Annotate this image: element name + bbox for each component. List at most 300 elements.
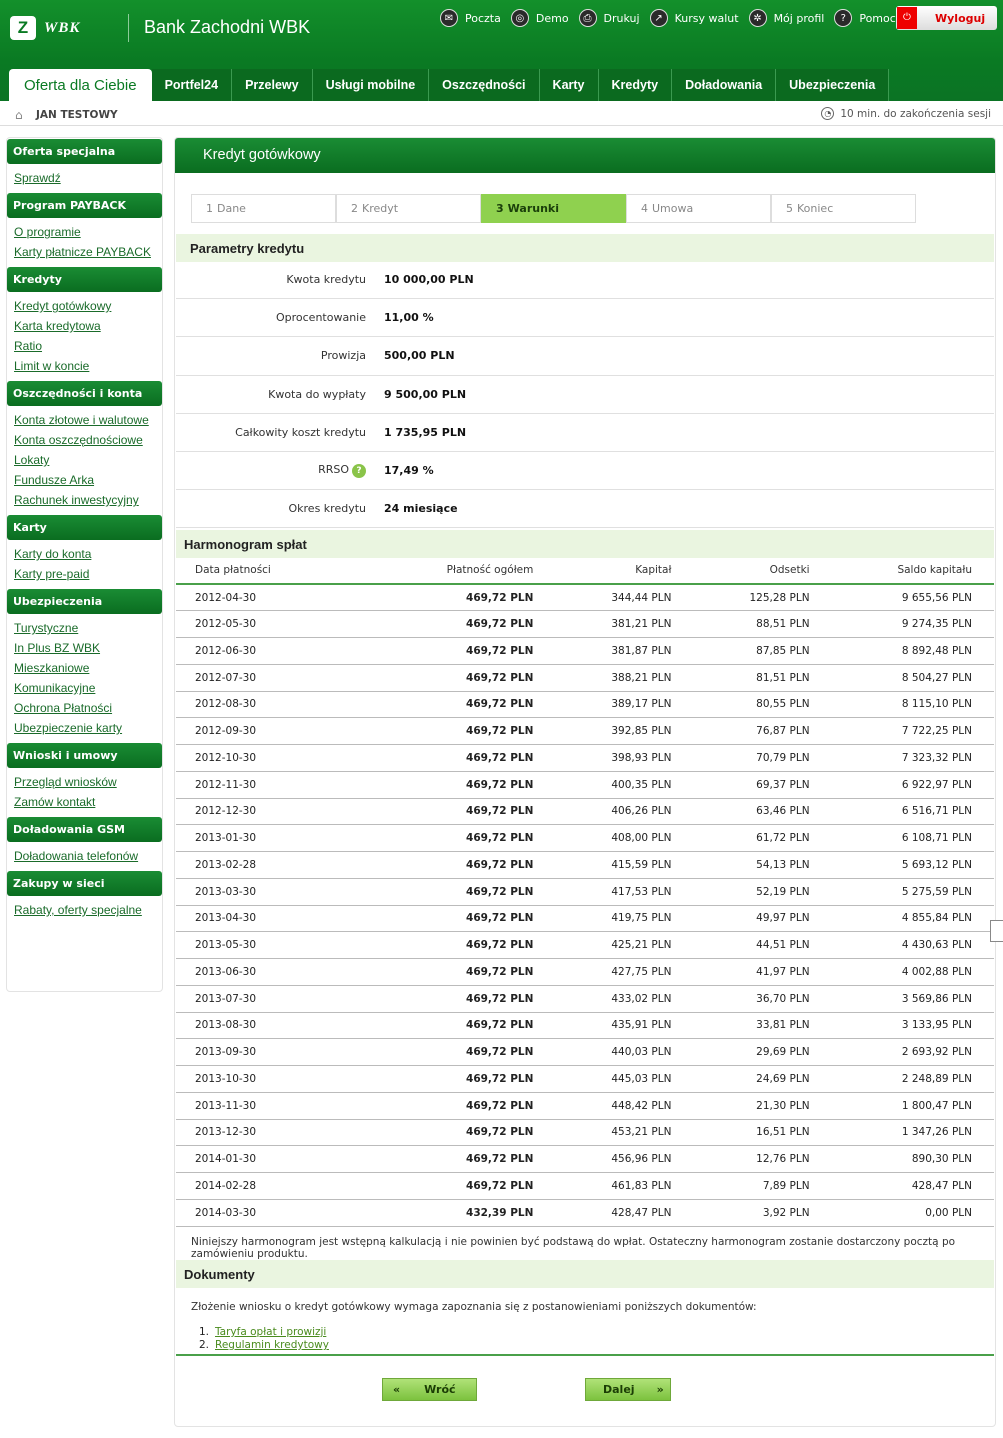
table-cell: 3 133,95 PLN bbox=[832, 1012, 994, 1039]
divider bbox=[176, 1354, 994, 1356]
table-row bbox=[176, 718, 994, 745]
table-cell: 400,35 PLN bbox=[555, 771, 693, 798]
table-row bbox=[176, 1146, 994, 1173]
param-label bbox=[176, 463, 366, 478]
wizard-step-number: 4 bbox=[641, 202, 648, 215]
table-cell: 448,42 PLN bbox=[555, 1092, 693, 1119]
toplink-4[interactable] bbox=[749, 9, 825, 27]
table-row bbox=[176, 584, 994, 611]
table-cell: 7 323,32 PLN bbox=[832, 745, 994, 772]
main-nav bbox=[9, 69, 889, 101]
toplink-3[interactable] bbox=[650, 9, 739, 27]
sidebar-group-title: Zakupy w sieci bbox=[7, 871, 162, 896]
param-value: 17,49 % bbox=[384, 464, 434, 478]
top-header bbox=[0, 0, 1003, 101]
sidebar-link[interactable]: Konta oszczędnościowe bbox=[14, 433, 143, 447]
table-cell: 469,72 PLN bbox=[373, 584, 556, 611]
table-cell: 21,30 PLN bbox=[693, 1092, 831, 1119]
toplink-2[interactable] bbox=[579, 9, 640, 27]
toplink-label: Pomoc bbox=[859, 11, 896, 25]
toplink-5[interactable] bbox=[834, 9, 895, 27]
table-cell: 445,03 PLN bbox=[555, 1066, 693, 1093]
tab-1[interactable]: Portfel24 bbox=[152, 69, 233, 101]
table-cell: 2012-07-30 bbox=[176, 664, 373, 691]
table-cell: 2014-01-30 bbox=[176, 1146, 373, 1173]
globe-icon: ◎ bbox=[511, 9, 529, 27]
table-cell: 70,79 PLN bbox=[693, 745, 831, 772]
document-link[interactable]: Regulamin kredytowy bbox=[215, 1339, 329, 1351]
table-cell: 9 655,56 PLN bbox=[832, 584, 994, 611]
table-cell: 29,69 PLN bbox=[693, 1039, 831, 1066]
param-label bbox=[176, 426, 366, 439]
table-cell: 5 275,59 PLN bbox=[832, 878, 994, 905]
user-bar bbox=[0, 101, 1003, 126]
sidebar-group-title: Oszczędności i konta bbox=[7, 381, 162, 406]
table-row bbox=[176, 638, 994, 665]
table-row bbox=[176, 1119, 994, 1146]
table-cell: 433,02 PLN bbox=[555, 985, 693, 1012]
table-cell: 469,72 PLN bbox=[373, 878, 556, 905]
sidebar-link[interactable]: Lokaty bbox=[14, 453, 50, 467]
table-cell: 8 115,10 PLN bbox=[832, 691, 994, 718]
table-row bbox=[176, 1199, 994, 1226]
sidebar-group-title: Ubezpieczenia bbox=[7, 589, 162, 614]
sidebar-link[interactable]: Ochrona Płatności bbox=[14, 701, 113, 715]
wizard-step-label: Warunki bbox=[507, 202, 559, 215]
toplink-label: Mój profil bbox=[773, 11, 825, 25]
table-cell: 44,51 PLN bbox=[693, 932, 831, 959]
tab-3[interactable]: Usługi mobilne bbox=[313, 69, 430, 101]
table-cell: 54,13 PLN bbox=[693, 852, 831, 879]
wizard-step-number: 5 bbox=[786, 202, 793, 215]
param-label-text: RRSO bbox=[318, 463, 349, 477]
table-cell: 469,72 PLN bbox=[373, 1119, 556, 1146]
table-cell: 2013-06-30 bbox=[176, 959, 373, 986]
table-cell: 6 516,71 PLN bbox=[832, 798, 994, 825]
table-cell: 0,00 PLN bbox=[832, 1199, 994, 1226]
table-row bbox=[176, 985, 994, 1012]
table-cell: 469,72 PLN bbox=[373, 1173, 556, 1200]
table-row bbox=[176, 798, 994, 825]
sidebar-link[interactable]: Mieszkaniowe bbox=[14, 661, 90, 675]
sidebar-group-links bbox=[7, 770, 162, 816]
documents-section-title: Dokumenty bbox=[176, 1260, 994, 1288]
sidebar-link[interactable]: In Plus BZ WBK bbox=[14, 641, 101, 655]
table-cell: 381,87 PLN bbox=[555, 638, 693, 665]
table-cell: 4 855,84 PLN bbox=[832, 905, 994, 932]
bank-logo[interactable]: Z bbox=[10, 16, 36, 40]
table-cell: 408,00 PLN bbox=[555, 825, 693, 852]
chart-icon: ↗ bbox=[650, 9, 668, 27]
table-cell: 52,19 PLN bbox=[693, 878, 831, 905]
toplink-label: Drukuj bbox=[603, 11, 640, 25]
table-cell: 469,72 PLN bbox=[373, 1039, 556, 1066]
table-cell: 392,85 PLN bbox=[555, 718, 693, 745]
document-item bbox=[199, 1326, 329, 1339]
param-row bbox=[176, 490, 994, 528]
table-cell: 4 002,88 PLN bbox=[832, 959, 994, 986]
table-cell: 469,72 PLN bbox=[373, 638, 556, 665]
bank-logo-text: WBK bbox=[44, 20, 81, 36]
sidebar-link[interactable]: Karty do konta bbox=[14, 547, 92, 561]
table-cell: 2013-09-30 bbox=[176, 1039, 373, 1066]
sidebar-link[interactable]: Kredyt gotówkowy bbox=[14, 299, 112, 313]
sidebar-link[interactable]: Zamów kontakt bbox=[14, 795, 96, 809]
param-label bbox=[176, 311, 366, 324]
param-row bbox=[176, 414, 994, 452]
table-cell: 76,87 PLN bbox=[693, 718, 831, 745]
sidebar-group-links bbox=[7, 616, 162, 742]
tab-4[interactable]: Oszczędności bbox=[429, 69, 539, 101]
table-row bbox=[176, 852, 994, 879]
next-button[interactable] bbox=[585, 1378, 671, 1401]
table-cell: 63,46 PLN bbox=[693, 798, 831, 825]
table-row bbox=[176, 691, 994, 718]
user-name: JAN TESTOWY bbox=[36, 109, 118, 121]
sidebar-link[interactable]: Ubezpieczenie karty bbox=[14, 721, 123, 735]
table-cell: 398,93 PLN bbox=[555, 745, 693, 772]
table-cell: 88,51 PLN bbox=[693, 611, 831, 638]
table-cell: 49,97 PLN bbox=[693, 905, 831, 932]
table-cell: 2014-02-28 bbox=[176, 1173, 373, 1200]
sidebar-group-links bbox=[7, 166, 162, 192]
logout-label: Wyloguj bbox=[935, 11, 986, 25]
table-cell: 2012-09-30 bbox=[176, 718, 373, 745]
table-cell: 440,03 PLN bbox=[555, 1039, 693, 1066]
table-row bbox=[176, 1012, 994, 1039]
schedule-note: Niniejszy harmonogram jest wstępną kalkulacją i nie powinien być podstawą do wpłat. Ostateczny harmonogram zostanie dostarczony pocztą po zamówieniu produktu. bbox=[191, 1236, 956, 1260]
param-label-text: Oprocentowanie bbox=[275, 311, 366, 325]
table-cell: 2 693,92 PLN bbox=[832, 1039, 994, 1066]
table-cell: 428,47 PLN bbox=[832, 1173, 994, 1200]
table-cell: 6 922,97 PLN bbox=[832, 771, 994, 798]
table-cell: 2013-03-30 bbox=[176, 878, 373, 905]
table-cell: 461,83 PLN bbox=[555, 1173, 693, 1200]
table-cell: 415,59 PLN bbox=[555, 852, 693, 879]
sidebar-link[interactable]: Karta kredytowa bbox=[14, 319, 101, 333]
sidebar-link[interactable]: Karty pre-paid bbox=[14, 567, 90, 581]
table-cell: 2012-10-30 bbox=[176, 745, 373, 772]
sidebar-link[interactable]: Rabaty, oferty specjalne bbox=[14, 903, 142, 917]
table-cell: 24,69 PLN bbox=[693, 1066, 831, 1093]
table-cell: 2012-04-30 bbox=[176, 584, 373, 611]
tab-2[interactable]: Przelewy bbox=[232, 69, 313, 101]
table-cell: 469,72 PLN bbox=[373, 771, 556, 798]
table-row bbox=[176, 1066, 994, 1093]
param-row bbox=[176, 299, 994, 337]
sidebar-link[interactable]: Fundusze Arka bbox=[14, 473, 95, 487]
table-cell: 388,21 PLN bbox=[555, 664, 693, 691]
param-row bbox=[176, 261, 994, 299]
table-cell: 12,76 PLN bbox=[693, 1146, 831, 1173]
logo-divider bbox=[128, 14, 129, 42]
sidebar-link[interactable]: Karty płatnicze PAYBACK bbox=[14, 245, 151, 259]
table-cell: 432,39 PLN bbox=[373, 1199, 556, 1226]
sidebar-link[interactable]: Doładowania telefonów bbox=[14, 849, 139, 863]
table-cell: 87,85 PLN bbox=[693, 638, 831, 665]
table-row bbox=[176, 878, 994, 905]
sidebar-link[interactable]: Limit w koncie bbox=[14, 359, 90, 373]
table-row bbox=[176, 959, 994, 986]
wizard-steps bbox=[191, 194, 916, 223]
session-text: 10 min. do zakończenia sesji bbox=[840, 107, 991, 120]
document-number: 1. bbox=[199, 1326, 210, 1338]
wizard-step-4 bbox=[626, 194, 771, 223]
toplink-0[interactable] bbox=[440, 9, 501, 27]
sidebar-link[interactable]: Komunikacyjne bbox=[14, 681, 96, 695]
logout-button[interactable] bbox=[896, 6, 997, 30]
table-cell: 2013-10-30 bbox=[176, 1066, 373, 1093]
mail-icon: ✉ bbox=[440, 9, 458, 27]
tab-5[interactable]: Karty bbox=[540, 69, 599, 101]
sidebar-link[interactable]: Ratio bbox=[14, 339, 43, 353]
table-cell: 2012-06-30 bbox=[176, 638, 373, 665]
table-cell: 419,75 PLN bbox=[555, 905, 693, 932]
next-button-label: Dalej bbox=[603, 1383, 635, 1396]
table-cell: 469,72 PLN bbox=[373, 1066, 556, 1093]
table-cell: 2014-03-30 bbox=[176, 1199, 373, 1226]
tab-6[interactable]: Kredyty bbox=[599, 69, 673, 101]
sidebar-link[interactable]: Turystyczne bbox=[14, 621, 79, 635]
wizard-step-number: 1 bbox=[206, 202, 213, 215]
sidebar-group-links bbox=[7, 220, 162, 266]
scroll-handle[interactable] bbox=[990, 920, 1003, 942]
table-cell: 453,21 PLN bbox=[555, 1119, 693, 1146]
sidebar-link[interactable]: O programie bbox=[14, 225, 81, 239]
table-cell: 469,72 PLN bbox=[373, 1146, 556, 1173]
wizard-step-label: Dane bbox=[217, 202, 246, 215]
table-row bbox=[176, 611, 994, 638]
table-cell: 2012-12-30 bbox=[176, 798, 373, 825]
document-item bbox=[199, 1339, 329, 1352]
table-cell: 890,30 PLN bbox=[832, 1146, 994, 1173]
param-value: 11,00 % bbox=[384, 311, 434, 325]
sidebar-group-links bbox=[7, 408, 162, 514]
table-cell: 2012-08-30 bbox=[176, 691, 373, 718]
page-title: Kredyt gotówkowy bbox=[175, 138, 995, 173]
table-cell: 381,21 PLN bbox=[555, 611, 693, 638]
help-icon: ? bbox=[834, 9, 852, 27]
schedule-table bbox=[176, 557, 994, 1227]
table-cell: 456,96 PLN bbox=[555, 1146, 693, 1173]
table-cell: 2013-11-30 bbox=[176, 1092, 373, 1119]
table-cell: 469,72 PLN bbox=[373, 985, 556, 1012]
bank-name: Bank Zachodni WBK bbox=[144, 17, 311, 37]
table-cell: 469,72 PLN bbox=[373, 825, 556, 852]
param-row bbox=[176, 376, 994, 414]
wizard-step-label: Kredyt bbox=[362, 202, 399, 215]
wizard-step-label: Umowa bbox=[652, 202, 694, 215]
printer-icon: ⎙ bbox=[579, 9, 597, 27]
document-link[interactable]: Taryfa opłat i prowizji bbox=[215, 1326, 327, 1338]
table-cell: 2013-12-30 bbox=[176, 1119, 373, 1146]
wizard-step-3 bbox=[481, 194, 626, 223]
sidebar-group-links bbox=[7, 294, 162, 380]
table-cell: 469,72 PLN bbox=[373, 1092, 556, 1119]
param-value: 24 miesiące bbox=[384, 502, 458, 516]
clock-icon: ◔ bbox=[821, 107, 834, 120]
table-cell: 36,70 PLN bbox=[693, 985, 831, 1012]
table-cell: 2013-04-30 bbox=[176, 905, 373, 932]
param-row bbox=[176, 452, 994, 490]
toplink-label: Poczta bbox=[465, 11, 501, 25]
sidebar-link[interactable]: Sprawdź bbox=[14, 171, 61, 185]
table-cell: 2013-08-30 bbox=[176, 1012, 373, 1039]
table-cell: 5 693,12 PLN bbox=[832, 852, 994, 879]
table-row bbox=[176, 1039, 994, 1066]
param-label-text: Kwota kredytu bbox=[286, 273, 366, 287]
param-label-text: Całkowity koszt kredytu bbox=[235, 425, 366, 439]
table-cell: 81,51 PLN bbox=[693, 664, 831, 691]
table-cell: 1 800,47 PLN bbox=[832, 1092, 994, 1119]
sidebar-group-title: Oferta specjalna bbox=[7, 139, 162, 164]
param-label bbox=[176, 273, 366, 286]
sidebar-group-title: Karty bbox=[7, 515, 162, 540]
table-cell: 2013-05-30 bbox=[176, 932, 373, 959]
table-cell: 435,91 PLN bbox=[555, 1012, 693, 1039]
sidebar-group-links bbox=[7, 542, 162, 588]
table-cell: 4 430,63 PLN bbox=[832, 932, 994, 959]
schedule-section-title: Harmonogram spłat bbox=[176, 530, 994, 558]
table-cell: 2 248,89 PLN bbox=[832, 1066, 994, 1093]
table-cell: 469,72 PLN bbox=[373, 798, 556, 825]
table-row bbox=[176, 664, 994, 691]
table-row bbox=[176, 825, 994, 852]
table-cell: 469,72 PLN bbox=[373, 611, 556, 638]
table-cell: 69,37 PLN bbox=[693, 771, 831, 798]
wizard-step-2 bbox=[336, 194, 481, 223]
table-cell: 469,72 PLN bbox=[373, 852, 556, 879]
table-row bbox=[176, 1173, 994, 1200]
sidebar-link[interactable]: Rachunek inwestycyjny bbox=[14, 493, 139, 507]
table-cell: 61,72 PLN bbox=[693, 825, 831, 852]
table-cell: 80,55 PLN bbox=[693, 691, 831, 718]
table-cell: 2013-07-30 bbox=[176, 985, 373, 1012]
documents-list bbox=[199, 1326, 329, 1352]
toplink-label: Kursy walut bbox=[674, 11, 739, 25]
toplink-label: Demo bbox=[535, 11, 569, 25]
params-list bbox=[176, 261, 994, 528]
param-value: 500,00 PLN bbox=[384, 349, 455, 363]
tab-7[interactable]: Doładowania bbox=[672, 69, 776, 101]
table-cell: 417,53 PLN bbox=[555, 878, 693, 905]
back-button[interactable] bbox=[382, 1378, 477, 1401]
double-chevron-right-icon: » bbox=[656, 1383, 664, 1396]
table-cell: 2013-01-30 bbox=[176, 825, 373, 852]
main-panel bbox=[174, 137, 996, 1427]
table-cell: 469,72 PLN bbox=[373, 905, 556, 932]
sidebar-link[interactable]: Przegląd wniosków bbox=[14, 775, 117, 789]
tab-8[interactable]: Ubezpieczenia bbox=[776, 69, 889, 101]
top-links bbox=[440, 6, 906, 30]
documents-intro: Złożenie wniosku o kredyt gotówkowy wymaga zapoznania się z postanowieniami poniższych dokumentów: bbox=[191, 1301, 757, 1313]
table-cell: 2012-11-30 bbox=[176, 771, 373, 798]
toplink-1[interactable] bbox=[511, 9, 569, 27]
table-cell: 125,28 PLN bbox=[693, 584, 831, 611]
schedule-col-header: Saldo kapitału bbox=[832, 557, 994, 584]
param-label bbox=[176, 502, 366, 515]
wizard-step-1 bbox=[191, 194, 336, 223]
table-cell: 469,72 PLN bbox=[373, 959, 556, 986]
table-cell: 469,72 PLN bbox=[373, 664, 556, 691]
table-row bbox=[176, 905, 994, 932]
sidebar bbox=[6, 137, 163, 992]
document-number: 2. bbox=[199, 1339, 210, 1351]
session-timer bbox=[821, 107, 991, 120]
table-cell: 2013-02-28 bbox=[176, 852, 373, 879]
param-label bbox=[176, 388, 366, 401]
table-cell: 3,92 PLN bbox=[693, 1199, 831, 1226]
table-row bbox=[176, 932, 994, 959]
wizard-step-label: Koniec bbox=[797, 202, 834, 215]
help-icon[interactable]: ? bbox=[352, 464, 366, 478]
schedule-col-header: Odsetki bbox=[693, 557, 831, 584]
table-cell: 16,51 PLN bbox=[693, 1119, 831, 1146]
params-section-title: Parametry kredytu bbox=[176, 234, 994, 262]
sidebar-group-title: Program PAYBACK bbox=[7, 193, 162, 218]
param-value: 1 735,95 PLN bbox=[384, 425, 467, 439]
table-cell: 469,72 PLN bbox=[373, 718, 556, 745]
sidebar-group-title: Doładowania GSM bbox=[7, 817, 162, 842]
double-chevron-left-icon: « bbox=[393, 1383, 401, 1396]
sidebar-group-title: Wnioski i umowy bbox=[7, 743, 162, 768]
table-row bbox=[176, 745, 994, 772]
param-label-text: Prowizja bbox=[320, 349, 366, 363]
wizard-step-number: 2 bbox=[351, 202, 358, 215]
schedule-header-row bbox=[176, 557, 994, 584]
table-cell: 469,72 PLN bbox=[373, 691, 556, 718]
sidebar-group-title: Kredyty bbox=[7, 267, 162, 292]
table-cell: 425,21 PLN bbox=[555, 932, 693, 959]
table-row bbox=[176, 1092, 994, 1119]
sidebar-group-links bbox=[7, 898, 162, 924]
schedule-col-header: Kapitał bbox=[555, 557, 693, 584]
table-cell: 2012-05-30 bbox=[176, 611, 373, 638]
param-label-text: Kwota do wypłaty bbox=[268, 387, 366, 401]
table-cell: 8 892,48 PLN bbox=[832, 638, 994, 665]
table-row bbox=[176, 771, 994, 798]
user-icon: ⌂ bbox=[15, 108, 23, 122]
table-cell: 33,81 PLN bbox=[693, 1012, 831, 1039]
param-label bbox=[176, 349, 366, 362]
wizard-step-number: 3 bbox=[496, 202, 504, 215]
param-value: 9 500,00 PLN bbox=[384, 387, 467, 401]
table-cell: 428,47 PLN bbox=[555, 1199, 693, 1226]
table-cell: 7,89 PLN bbox=[693, 1173, 831, 1200]
table-cell: 41,97 PLN bbox=[693, 959, 831, 986]
logout-icon: ⏻ bbox=[897, 7, 917, 29]
wizard-step-5 bbox=[771, 194, 916, 223]
schedule-col-header: Płatność ogółem bbox=[373, 557, 556, 584]
table-cell: 406,26 PLN bbox=[555, 798, 693, 825]
table-cell: 469,72 PLN bbox=[373, 745, 556, 772]
schedule-col-header: Data płatności bbox=[176, 557, 373, 584]
back-button-label: Wróć bbox=[424, 1383, 456, 1396]
table-cell: 1 347,26 PLN bbox=[832, 1119, 994, 1146]
sidebar-link[interactable]: Konta złotowe i walutowe bbox=[14, 413, 149, 427]
gear-icon: ✲ bbox=[749, 9, 767, 27]
table-cell: 7 722,25 PLN bbox=[832, 718, 994, 745]
table-cell: 9 274,35 PLN bbox=[832, 611, 994, 638]
table-cell: 3 569,86 PLN bbox=[832, 985, 994, 1012]
table-cell: 469,72 PLN bbox=[373, 1012, 556, 1039]
param-label-text: Okres kredytu bbox=[288, 502, 366, 516]
table-cell: 8 504,27 PLN bbox=[832, 664, 994, 691]
param-row bbox=[176, 337, 994, 375]
table-cell: 469,72 PLN bbox=[373, 932, 556, 959]
tab-0[interactable]: Oferta dla Ciebie bbox=[9, 69, 152, 101]
table-cell: 6 108,71 PLN bbox=[832, 825, 994, 852]
